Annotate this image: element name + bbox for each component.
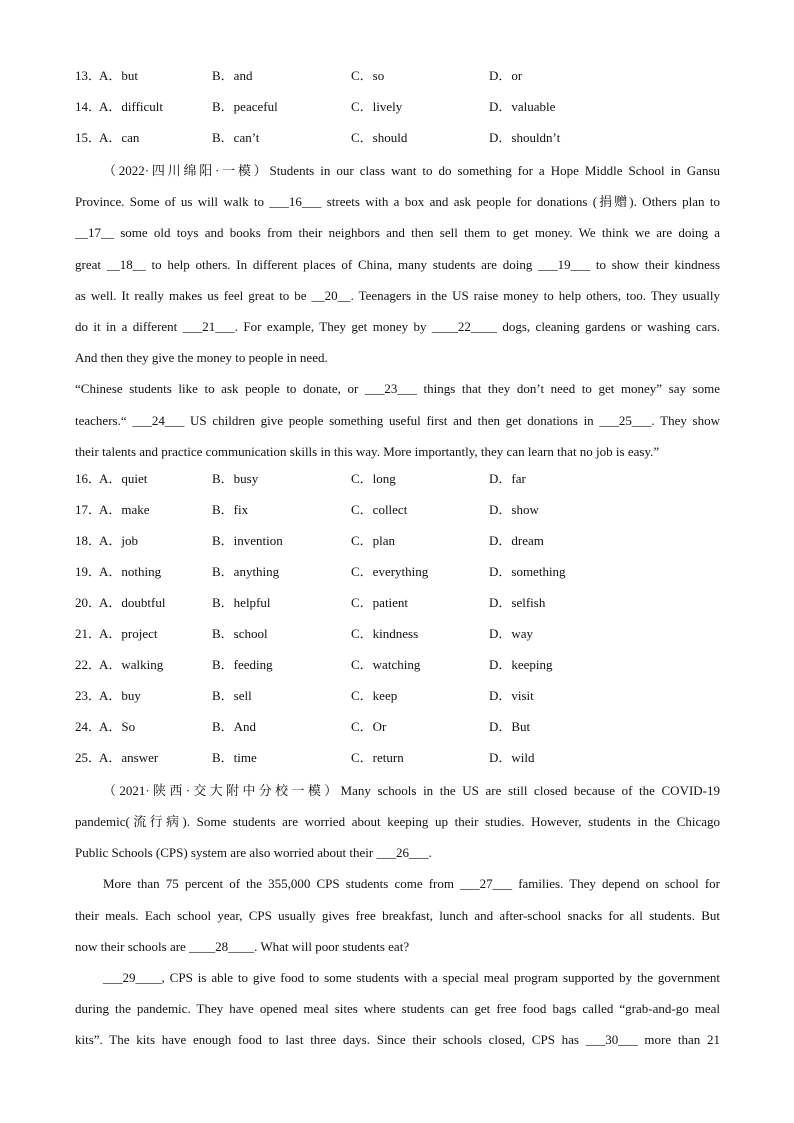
- question-row: [75, 591, 720, 622]
- option-c: C．patient: [351, 594, 409, 610]
- option-c: C．plan: [351, 532, 396, 548]
- passage-line: their talents and practice communication skills in this way. More importantly, they can learn that no job is easy.”: [75, 443, 660, 459]
- option-c: C．everything: [351, 563, 429, 579]
- option-c: C．return: [351, 749, 404, 765]
- options-13-15: [75, 64, 720, 157]
- option-d: D．keeping: [489, 656, 553, 672]
- option-c: C．Or: [351, 718, 387, 734]
- option-c: C．collect: [351, 501, 408, 517]
- question-row: [75, 126, 720, 157]
- option-a: A．project: [99, 625, 158, 641]
- passage-line: Province. Some of us will walk to ___16___ streets with a box and ask people for donations (捐赠). Others plan to: [75, 194, 720, 210]
- option-d: D．shouldn’t: [489, 130, 561, 145]
- question-row: [75, 529, 720, 560]
- question-number: 13．: [75, 68, 102, 83]
- option-a: A．can: [99, 130, 140, 145]
- option-d: D．visit: [489, 687, 534, 703]
- question-number: 19．: [75, 563, 102, 579]
- option-a: A．answer: [99, 749, 159, 765]
- passage-line: as well. It really makes us feel great to be __20__. Teenagers in the US raise money to help others, too. They usually: [75, 287, 720, 303]
- question-row: [75, 498, 720, 529]
- option-a: A．but: [99, 68, 139, 83]
- option-c: C．long: [351, 470, 396, 486]
- option-b: B．can’t: [212, 130, 260, 145]
- passage-line: “Chinese students like to ask people to donate, or ___23___ things that they don’t need to get money” say some: [75, 381, 720, 397]
- options-16-25: [75, 467, 720, 777]
- option-d: D．selfish: [489, 594, 546, 610]
- option-a: A．nothing: [99, 563, 162, 579]
- option-d: D．or: [489, 68, 523, 83]
- option-b: B．busy: [212, 470, 259, 486]
- question-number: 17．: [75, 501, 102, 517]
- option-c: C．watching: [351, 656, 421, 672]
- option-b: B．anything: [212, 563, 280, 579]
- document-page: [75, 64, 720, 1056]
- option-b: B．helpful: [212, 594, 271, 610]
- passage-line: pandemic(流行病). Some students are worried about keeping up their studies. However, students in the Chicago: [75, 814, 720, 830]
- passage-line: （2021·陕西·交大附中分校一模）Many schools in the US are still closed because of the COVID-19: [103, 782, 720, 798]
- question-number: 23．: [75, 687, 102, 703]
- option-a: A．job: [99, 532, 139, 548]
- question-number: 18．: [75, 532, 102, 548]
- passage-line: do it in a different ___21___. For example, They get money by ____22____ dogs, cleaning gardens or washing cars.: [75, 318, 720, 334]
- option-a: A．buy: [99, 687, 141, 703]
- option-b: B．peaceful: [212, 99, 278, 114]
- question-row: [75, 95, 720, 126]
- passage-1: [75, 155, 720, 467]
- question-row: [75, 560, 720, 591]
- option-b: B．time: [212, 749, 257, 765]
- option-c: C．so: [351, 68, 385, 83]
- passage-line: __17__ some old toys and books from their neighbors and then sell them to get money. We think we are doing a: [75, 225, 720, 241]
- passage-line: And then they give the money to people in need.: [75, 350, 328, 366]
- option-c: C．should: [351, 130, 408, 145]
- question-row: [75, 684, 720, 715]
- question-number: 16．: [75, 470, 102, 486]
- option-a: A．quiet: [99, 470, 148, 486]
- question-number: 14．: [75, 99, 102, 114]
- option-c: C．kindness: [351, 625, 419, 641]
- option-d: D．show: [489, 501, 539, 517]
- passage-line: teachers.“ ___24___ US children give people something useful first and then get donations in ___25___. They show: [75, 412, 720, 428]
- question-number: 20．: [75, 594, 102, 610]
- option-b: B．and: [212, 68, 253, 83]
- option-d: D．wild: [489, 749, 535, 765]
- passage-2: [75, 775, 720, 1056]
- question-number: 21．: [75, 625, 102, 641]
- passage-line: their meals. Each school year, CPS usually gives free breakfast, lunch and after-school snacks for all students. But: [75, 907, 720, 923]
- option-d: D．something: [489, 563, 566, 579]
- option-b: B．And: [212, 718, 257, 734]
- option-b: B．fix: [212, 501, 249, 517]
- question-number: 24．: [75, 718, 102, 734]
- passage-line: kits”. The kits have enough food to last three days. Since their schools closed, CPS has ___30___ more than 21: [75, 1032, 720, 1048]
- question-number: 25．: [75, 749, 102, 765]
- question-row: [75, 622, 720, 653]
- option-a: A．doubtful: [99, 594, 166, 610]
- passage-line: （2022·四川绵阳·一模）Students in our class want to do something for a Hope Middle School in Gansu: [103, 163, 720, 178]
- question-number: 22．: [75, 656, 102, 672]
- option-b: B．school: [212, 625, 268, 641]
- question-row: [75, 467, 720, 498]
- option-d: D．dream: [489, 532, 544, 548]
- option-a: A．difficult: [99, 99, 164, 114]
- option-d: D．But: [489, 718, 531, 734]
- option-b: B．sell: [212, 687, 252, 703]
- question-row: [75, 64, 720, 95]
- option-d: D．far: [489, 470, 526, 486]
- option-a: A．make: [99, 501, 150, 517]
- passage-line: great __18__ to help others. In different places of China, many students are doing ___19___ to show their kindness: [75, 256, 720, 272]
- question-row: [75, 715, 720, 746]
- question-row: [75, 653, 720, 684]
- option-b: B．feeding: [212, 656, 273, 672]
- passage-line: Public Schools (CPS) system are also worried about their ___26___.: [75, 845, 432, 861]
- option-b: B．invention: [212, 532, 283, 548]
- option-d: D．way: [489, 625, 534, 641]
- option-a: A．So: [99, 718, 136, 734]
- option-d: D．valuable: [489, 99, 556, 114]
- option-c: C．lively: [351, 99, 403, 114]
- option-c: C．keep: [351, 687, 398, 703]
- passage-line: More than 75 percent of the 355,000 CPS students come from ___27___ families. They depend on school for: [103, 876, 720, 892]
- passage-line: ___29____, CPS is able to give food to some students with a special meal program supported by the government: [103, 970, 720, 985]
- passage-line: during the pandemic. They have opened meal sites where students can get free food bags called “grab-and-go meal: [75, 1001, 720, 1017]
- passage-line: now their schools are ____28____. What will poor students eat?: [75, 938, 410, 954]
- question-number: 15．: [75, 130, 102, 145]
- question-row: [75, 746, 720, 777]
- option-a: A．walking: [99, 656, 164, 672]
